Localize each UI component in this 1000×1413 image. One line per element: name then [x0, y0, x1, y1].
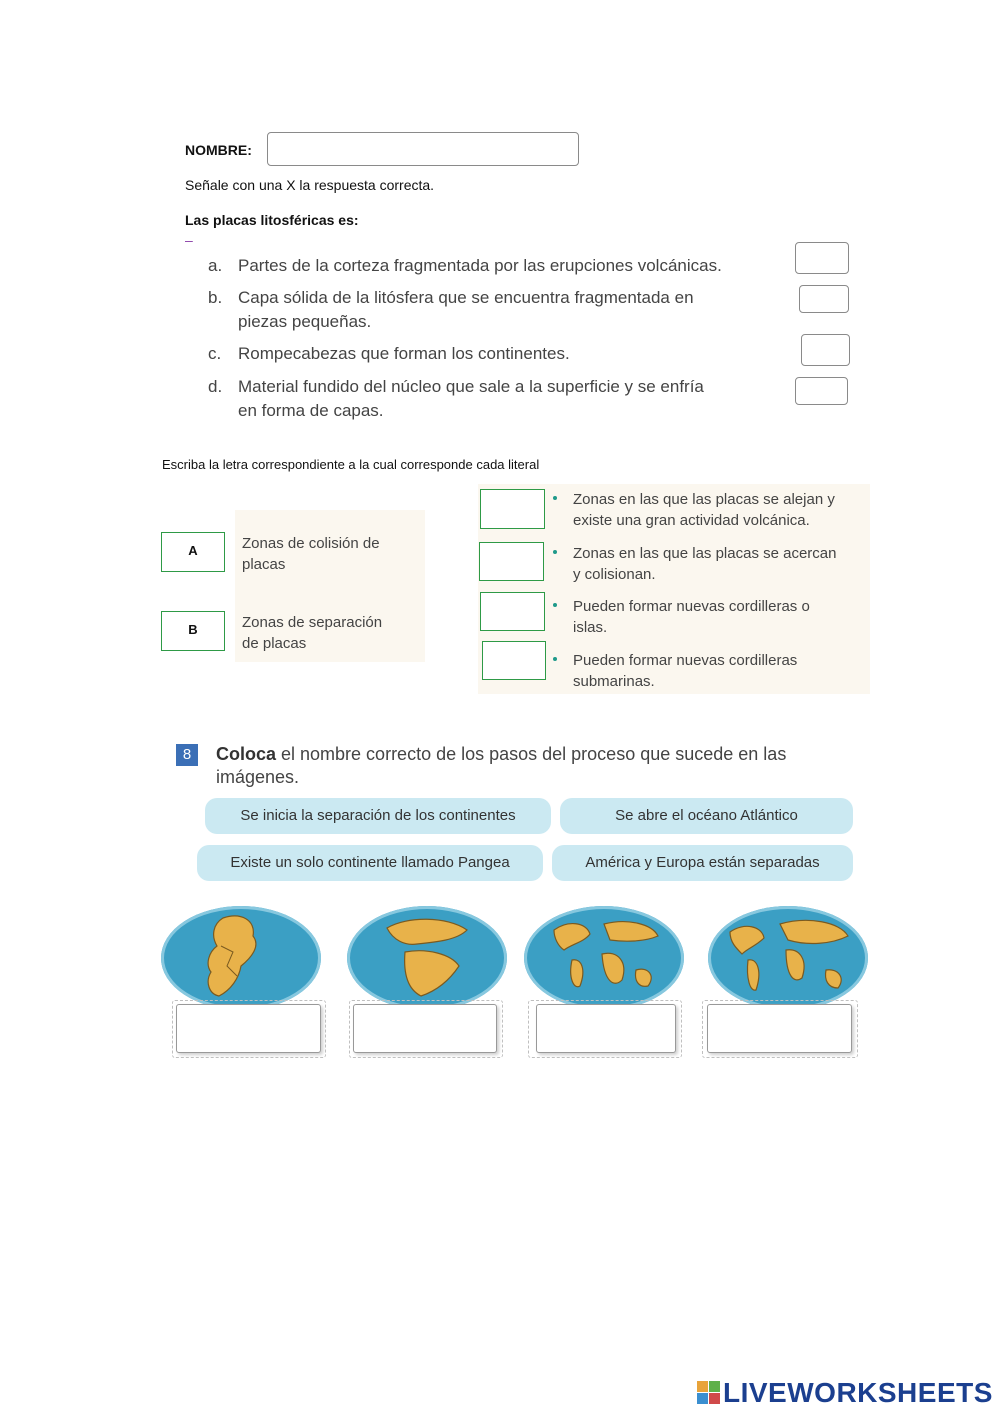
option-b-checkbox[interactable] — [799, 285, 849, 313]
globe-answer-1[interactable] — [176, 1004, 321, 1053]
nombre-input[interactable] — [267, 132, 579, 166]
right-item-1: Zonas en las que las placas se alejan y existe una gran actividad volcánica. — [573, 491, 835, 529]
right-item-3: Pueden formar nuevas cordilleras o islas. — [573, 598, 810, 636]
instruction-text: Señale con una X la respuesta correcta. — [185, 177, 435, 193]
exercise-number-badge: 8 — [176, 744, 198, 766]
bullet-1 — [553, 496, 557, 500]
globe-answer-3[interactable] — [536, 1004, 676, 1053]
section2-instruction: Escriba la letra correspondiente a la cual corresponde cada literal — [162, 457, 540, 472]
right-item-2: Zonas en las que las placas se acercan y colisionan. — [573, 545, 837, 583]
globe-map-1 — [161, 906, 321, 1010]
globe-map-3 — [524, 906, 684, 1010]
laurasia-gondwana-icon — [347, 906, 507, 1010]
option-a: a. Partes de la corteza fragmentada por las erupciones volcánicas. — [208, 256, 722, 275]
letter-b-box: B — [161, 611, 225, 651]
option-c: c. Rompecabezas que forman los continentes. — [208, 344, 570, 363]
option-c-checkbox[interactable] — [801, 334, 850, 366]
liveworksheets-logo-text[interactable]: LIVEWORKSHEETS — [723, 1377, 993, 1408]
pill-oceano: Se abre el océano Atlántico — [560, 798, 853, 834]
bullet-2 — [553, 550, 557, 554]
question-title: Las placas litosféricas es: — [185, 212, 359, 228]
liveworksheets-logo-icon — [697, 1381, 721, 1405]
option-d-checkbox[interactable] — [795, 377, 848, 405]
option-d: d. Material fundido del núcleo que sale a la superficie y se enfría en forma de capas. — [208, 377, 704, 420]
left-item-a: Zonas de colisión de placas — [242, 535, 380, 573]
bullet-4 — [553, 657, 557, 661]
pangea-landmass-icon — [161, 906, 321, 1010]
separating-continents-icon — [524, 906, 684, 1010]
option-b: b. Capa sólida de la litósfera que se encuentra fragmentada en piezas pequeñas. — [208, 288, 694, 331]
right-item-4: Pueden formar nuevas cordilleras submarinas. — [573, 652, 798, 690]
section3-title: Coloca el nombre correcto de los pasos del proceso que sucede en las imágenes. — [216, 744, 787, 787]
left-item-b: Zonas de separación de placas — [242, 614, 383, 652]
bullet-3 — [553, 603, 557, 607]
globe-answer-2[interactable] — [353, 1004, 497, 1053]
answer-box-1[interactable] — [480, 489, 545, 529]
modern-continents-icon — [708, 906, 868, 1010]
answer-box-3[interactable] — [480, 592, 545, 631]
globe-map-4 — [708, 906, 868, 1010]
dash-mark: – — [185, 232, 193, 248]
option-a-checkbox[interactable] — [795, 242, 849, 274]
globe-answer-4[interactable] — [707, 1004, 852, 1053]
nombre-label: NOMBRE: — [185, 142, 252, 158]
pill-america-europa: América y Europa están separadas — [552, 845, 853, 881]
globe-map-2 — [347, 906, 507, 1010]
pill-pangea: Existe un solo continente llamado Pangea — [197, 845, 543, 881]
pill-separacion: Se inicia la separación de los continentes — [205, 798, 551, 834]
letter-a-box: A — [161, 532, 225, 572]
answer-box-4[interactable] — [482, 641, 546, 680]
answer-box-2[interactable] — [479, 542, 544, 581]
